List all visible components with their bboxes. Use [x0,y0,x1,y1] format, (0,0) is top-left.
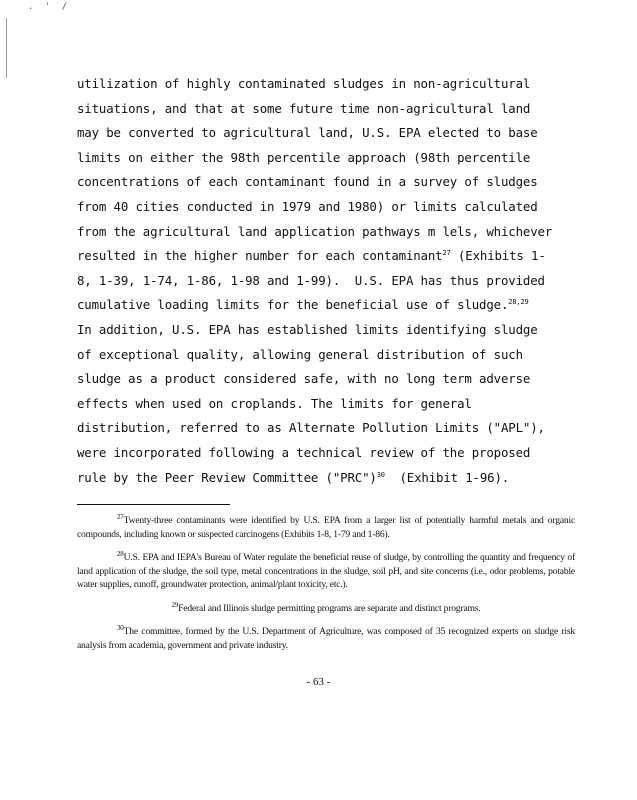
footnote-mark: 28 [117,549,124,558]
footnote-text: U.S. EPA and IEPA's Bureau of Water regulate the beneficial reuse of sludge, by controlling the quantity and frequency of land application of the sludge, the soil type, metal concentrations in the sludge, soil pH, and site concerns (i.e., odor problems, potable water supplies, runoff, groundwater protection, animal/plant toxicity, etc.). [77,552,575,590]
body-line: situations, and that at some future time non-agricultural land [77,100,531,116]
body-line-tail: (Exhibits 1- [450,248,546,264]
body-line: of exceptional quality, allowing general distribution of such [77,346,523,362]
body-line: from the agricultural land application pathways m lels, whichever [77,223,553,239]
body-line: may be converted to agricultural land, U.S. EPA elected to base [77,125,538,141]
body-line [77,244,567,269]
footnote-mark: 30 [117,623,124,632]
body-line: utilization of highly contaminated sludges in non-agricultural [77,76,531,91]
footnotes [77,514,575,662]
body-line: 8, 1-39, 1-74, 1-86, 1-98 and 1-99). U.S. EPA has thus provided [77,272,545,288]
body-line: from 40 cities conducted in 1979 and 1980) or limits calculated [77,198,538,214]
page-number: - 63 - [306,676,331,688]
scan-marks: . ' / [28,2,71,12]
body-line [77,293,567,318]
footnote-ref[interactable]: 27 [442,249,451,258]
footnote-text: The committee, formed by the U.S. Department of Agriculture, was composed of 35 recognized experts on sludge risk analysis from academia, government and private industry. [77,626,575,651]
body-line: limits on either the 98th percentile approach (98th percentile [77,149,531,165]
footnote-text: Twenty-three contaminants were identified by U.S. EPA from a larger list of potentially harmful metals and organic compounds, including known or suspected carcinogens (Exhibits 1-8, 1-79 and 1-86). [77,515,575,540]
footnote-27 [77,514,575,541]
body-line: effects when used on croplands. The limits for general [77,395,472,411]
footnote-mark: 27 [117,512,124,521]
footnote-separator [77,504,230,505]
scan-edge-line [6,18,7,78]
footnote-30 [77,625,575,652]
body-line [77,466,567,491]
body-line: were incorporated following a technical review of the proposed [77,444,531,460]
footnote-text: Federal and Illinois sludge permitting programs are separate and distinct programs. [178,602,481,614]
body-text [77,72,567,490]
footnote-mark: 29 [171,600,179,609]
body-line: sludge as a product considered safe, with no long term adverse [77,371,531,387]
footnote-ref[interactable]: 28,29 [508,298,529,307]
body-line: distribution, referred to as Alternate Pollution Limits ("APL"), [77,420,545,436]
body-line-text: cumulative loading limits for the beneficial use of sludge. [77,297,509,313]
footnote-28 [77,551,575,592]
body-line-text: rule by the Peer Review Committee ("PRC") [77,469,377,485]
body-line-tail: (Exhibit 1-96). [384,469,510,485]
footnote-ref[interactable]: 30 [376,470,385,479]
body-line-text: resulted in the higher number for each contaminant [77,248,443,264]
body-line: In addition, U.S. EPA has established limits identifying sludge [77,321,538,337]
footnote-29 [77,602,575,616]
body-line: concentrations of each contaminant found in a survey of sludges [77,174,538,190]
